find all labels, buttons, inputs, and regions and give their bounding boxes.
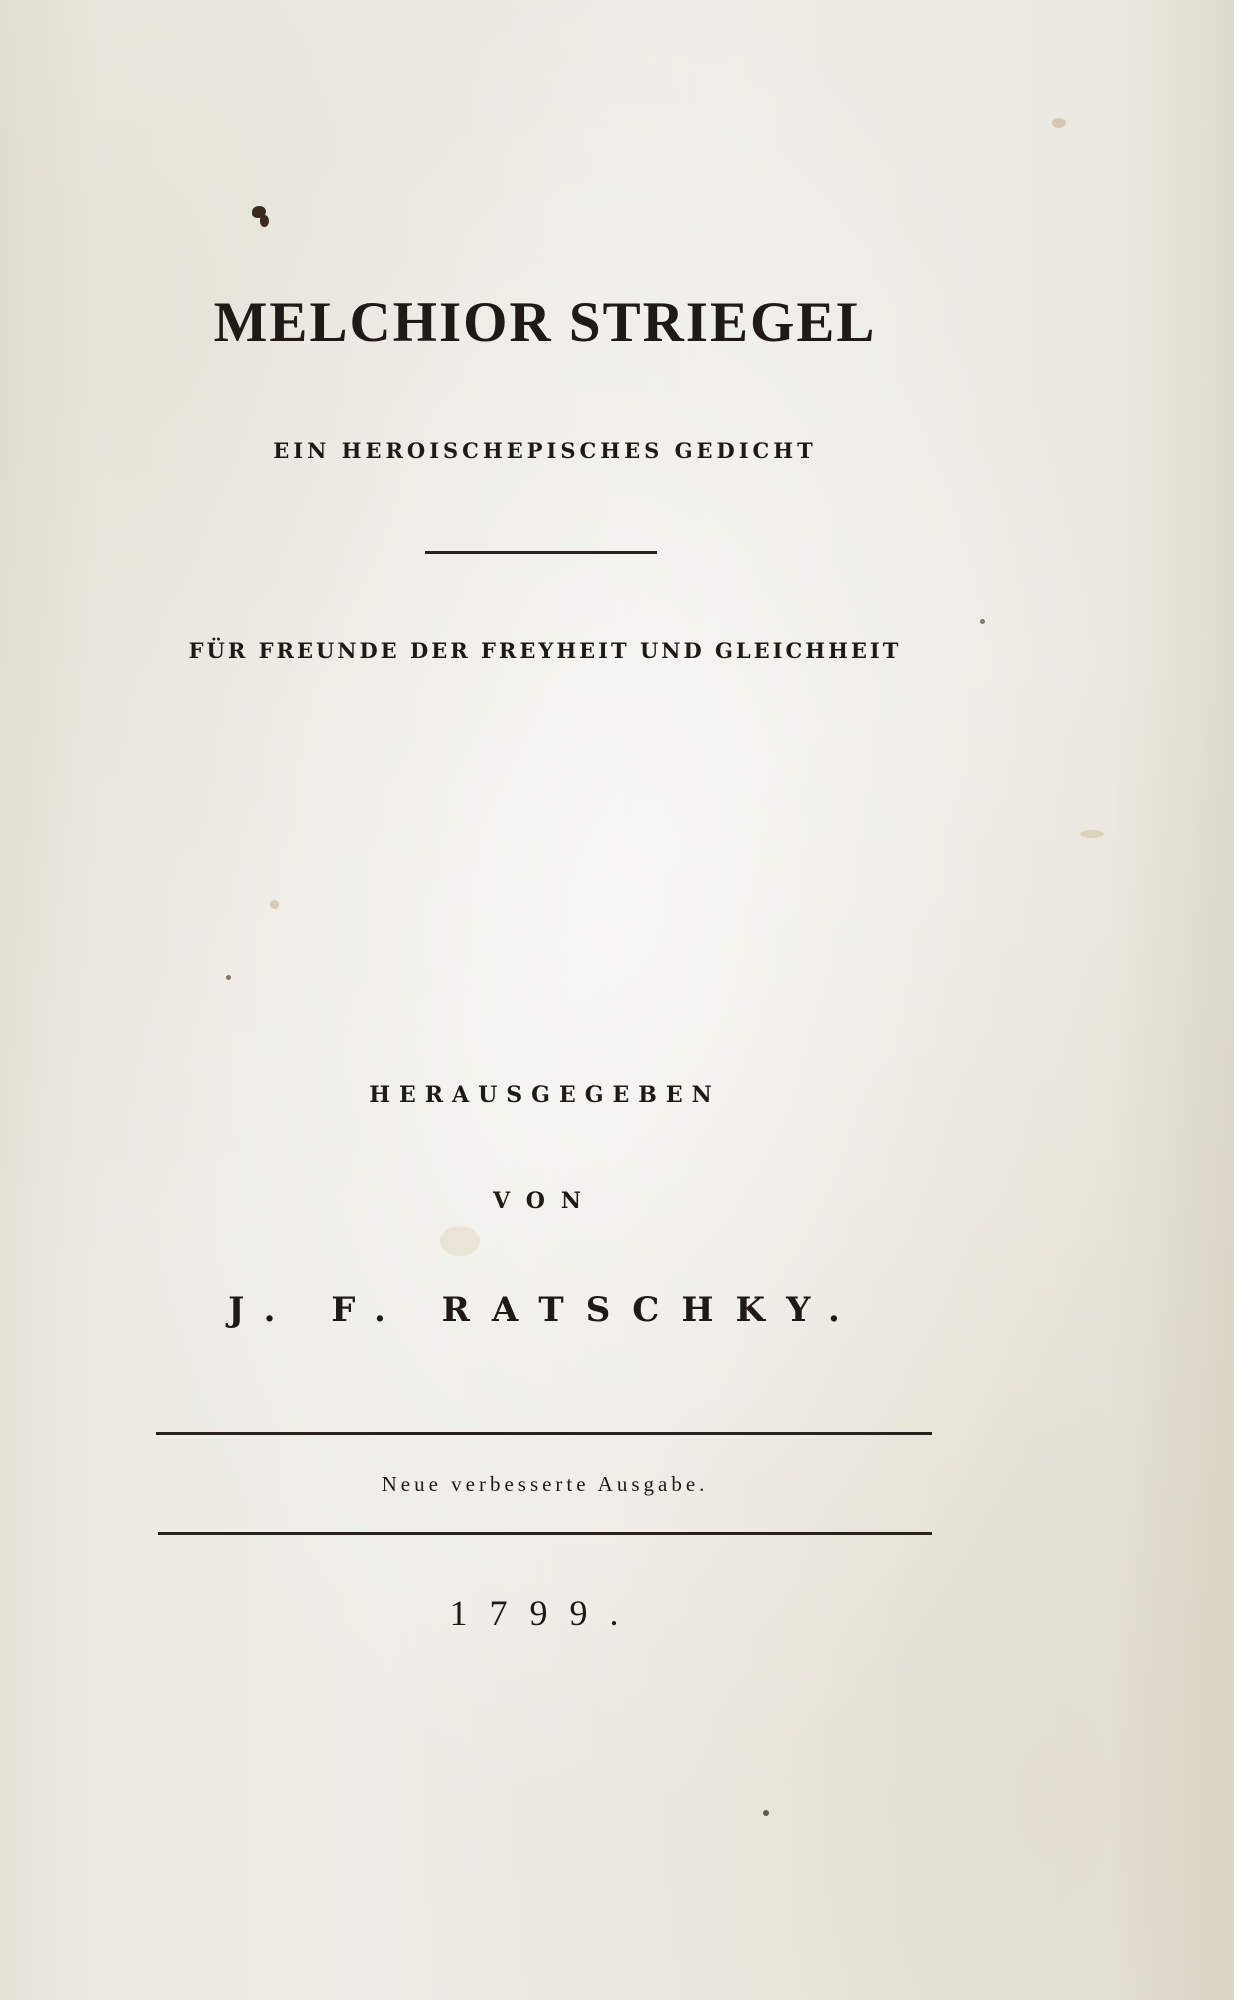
foxing-spot [763, 1810, 769, 1816]
editor-label: HERAUSGEGEBEN [369, 1082, 721, 1108]
edition-statement: Neue verbesserte Ausgabe. [381, 1472, 709, 1496]
foxing-spot [226, 975, 231, 980]
short-divider-rule [425, 551, 657, 554]
foxing-spot [1080, 830, 1104, 838]
book-subtitle: EIN HEROISCHEPISCHES GEDICHT [273, 438, 817, 463]
edition-top-rule [156, 1432, 932, 1435]
foxing-spot [980, 619, 985, 624]
foxing-spot [440, 1226, 480, 1256]
book-title: MELCHIOR STRIEGEL [213, 291, 877, 354]
dedication-line: FÜR FREUNDE DER FREYHEIT UND GLEICHHEIT [188, 638, 902, 663]
ink-blot [252, 206, 266, 218]
editor-preposition: VON [493, 1188, 597, 1214]
editor-name: J. F. RATSCHKY. [228, 1290, 862, 1330]
foxing-spot [1052, 118, 1066, 128]
foxing-spot [270, 900, 279, 909]
edition-bottom-rule [158, 1532, 932, 1535]
publication-year: 1799. [449, 1593, 641, 1633]
